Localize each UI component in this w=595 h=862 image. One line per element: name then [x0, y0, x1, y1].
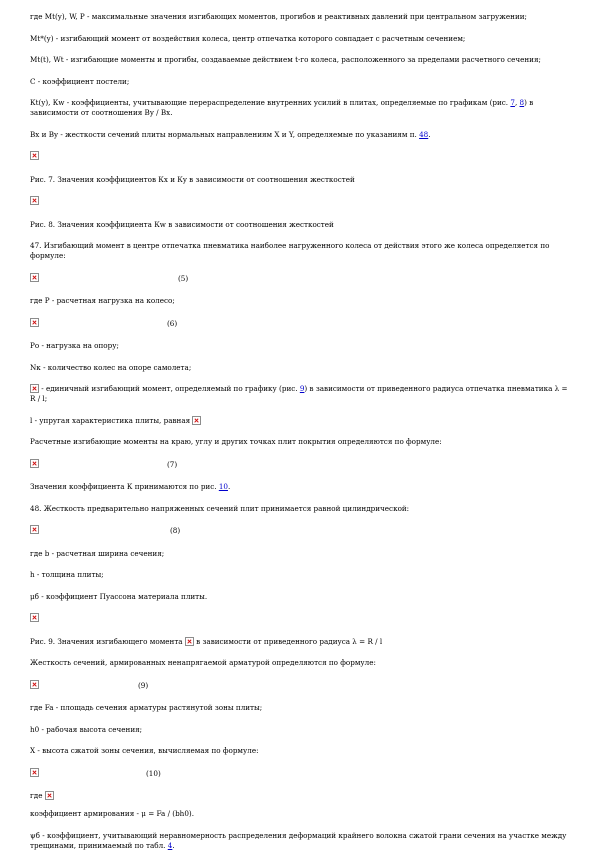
figure-9-image	[30, 613, 575, 625]
text-line	[30, 12, 575, 22]
broken-image-icon	[30, 613, 39, 622]
text-line	[30, 592, 575, 602]
text: Значения коэффициента К принимаются по рис.	[30, 482, 219, 491]
text-line	[30, 416, 575, 426]
figure-7-image	[30, 151, 575, 163]
text-line	[30, 55, 575, 65]
text: С - коэффициент постели;	[30, 76, 130, 86]
text-line	[30, 725, 575, 735]
text: Кt(y), Кw - коэффициенты, учитывающие перераспределение внутренних усилий в плитах, определяемые по графикам (рис.	[30, 98, 511, 107]
text: Жесткость сечений, армированных ненапрягаемой арматурой определяются по формуле:	[30, 658, 376, 667]
broken-image-icon	[192, 416, 201, 425]
text-line	[30, 296, 575, 306]
text-line	[30, 791, 575, 801]
text: μб - коэффициент Пуассона материала плиты.	[30, 591, 208, 601]
text: .	[172, 840, 175, 850]
text-line	[30, 746, 575, 756]
equation-10	[30, 768, 575, 780]
text-line	[30, 482, 575, 492]
equation-number: (9)	[138, 680, 149, 690]
document-page	[30, 12, 575, 862]
text-paragraph	[30, 831, 575, 851]
text-line	[30, 341, 575, 351]
equation-number: (6)	[167, 318, 178, 328]
equation-9	[30, 680, 575, 692]
figure-link-7[interactable]: 7	[510, 98, 515, 107]
broken-image-icon	[185, 637, 194, 646]
text: ψб - коэффициент, учитывающий неравномерность распределения деформаций крайнего волокна сжатой грани сечения на участке между трещинами, принимаемый по табл.	[30, 830, 567, 850]
text-line	[30, 504, 575, 514]
text: h0 - рабочая высота сечения;	[30, 724, 143, 734]
text-line	[30, 570, 575, 580]
broken-image-icon	[45, 791, 54, 800]
broken-image-icon	[30, 318, 39, 327]
equation-5	[30, 273, 575, 285]
text: Рo - нагрузка на опору;	[30, 341, 119, 350]
text: 47. Изгибающий момент в центре отпечатка пневматика наиболее нагруженного колеса от действия этого же колеса определяется по формуле:	[30, 241, 550, 260]
text: h - толщина плиты;	[30, 570, 104, 579]
broken-image-icon	[30, 680, 39, 689]
text-line	[30, 809, 575, 819]
table-link-4[interactable]: 4	[167, 840, 173, 850]
text: - единичный изгибающий момент, определяемый по графику (рис.	[39, 384, 300, 393]
figure-caption	[30, 175, 575, 185]
text: Вx и Вy - жесткости сечений плиты нормальных направлениям X и Y, определяемые по указаниям п.	[30, 129, 420, 139]
text-paragraph	[30, 98, 575, 118]
section-link-48[interactable]: 48	[419, 129, 429, 139]
figure-link-9[interactable]: 9	[299, 384, 305, 393]
text-line	[30, 703, 575, 713]
text: где Мt(y), W, P - максимальные значения изгибающих моментов, прогибов и реактивных давлений при центральном загружении;	[30, 12, 527, 21]
broken-image-icon	[30, 525, 39, 534]
broken-image-icon	[30, 151, 39, 160]
text: где	[30, 791, 43, 800]
text: где Fa - площадь сечения арматуры растянутой зоны плиты;	[30, 703, 263, 712]
text-line	[30, 130, 575, 140]
text-line	[30, 34, 575, 44]
text: Х - высота сжатой зоны сечения, вычисляемая по формуле:	[30, 746, 259, 755]
broken-image-icon	[30, 196, 39, 205]
equation-number: (7)	[167, 459, 178, 469]
text: в зависимости от приведенного радиуса λ = R / l	[193, 636, 383, 646]
text-line	[30, 437, 575, 447]
text: где b - расчетная ширина сечения;	[30, 548, 165, 558]
text: .	[227, 482, 231, 491]
figure-link-10[interactable]: 10	[218, 482, 228, 491]
text-line	[30, 549, 575, 559]
text: коэффициент армирования - μ = Fa / (bh0).	[30, 809, 194, 818]
equation-8	[30, 525, 575, 537]
text: Рис. 8. Значения коэффициента Кw в зависимости от соотношения жесткостей	[30, 219, 334, 229]
equation-number: (10)	[146, 768, 161, 778]
text: Nк - количество колес на опоре самолета;	[30, 362, 192, 372]
broken-image-icon	[30, 384, 39, 393]
text: .	[428, 129, 431, 139]
equation-number: (5)	[178, 273, 189, 283]
text-line	[30, 363, 575, 373]
figure-caption	[30, 220, 575, 230]
text: ) в зависимости от соотношения Вy / Вx.	[30, 98, 534, 117]
figure-caption	[30, 637, 575, 647]
equation-6	[30, 318, 575, 330]
text-paragraph	[30, 241, 575, 261]
broken-image-icon	[30, 459, 39, 468]
text: Рис. 7. Значения коэффициентов Кx и Кy в зависимости от соотношения жесткостей	[30, 174, 355, 184]
text: 48. Жесткость предварительно напряженных сечений плит принимается равной цилиндрической:	[30, 503, 410, 513]
text: l - упругая характеристика плиты, равная	[30, 415, 191, 425]
text: ,	[514, 98, 520, 107]
text-paragraph	[30, 384, 575, 404]
text: ) в зависимости от приведенного радиуса отпечатка пневматика λ = R / l;	[30, 384, 568, 403]
figure-link-8[interactable]: 8	[519, 98, 525, 107]
equation-7	[30, 459, 575, 471]
equation-number: (8)	[170, 526, 181, 535]
text-line	[30, 77, 575, 87]
text-line	[30, 658, 575, 668]
text: Расчетные изгибающие моменты на краю, углу и других точках плит покрытия определяются по формуле:	[30, 437, 442, 446]
text: где Р - расчетная нагрузка на колесо;	[30, 296, 175, 305]
text: Мt*(y) - изгибающий момент от воздействия колеса, центр отпечатка которого совпадает с расчетным сечением;	[30, 33, 466, 43]
text: Мt(t), Wt - изгибающие моменты и прогибы, создаваемые действием t-го колеса, расположенного за пределами расчетного сечения;	[30, 55, 541, 64]
figure-8-image	[30, 196, 575, 208]
broken-image-icon	[30, 768, 39, 777]
broken-image-icon	[30, 273, 39, 282]
text: Рис. 9. Значения изгибающего момента	[30, 636, 185, 646]
